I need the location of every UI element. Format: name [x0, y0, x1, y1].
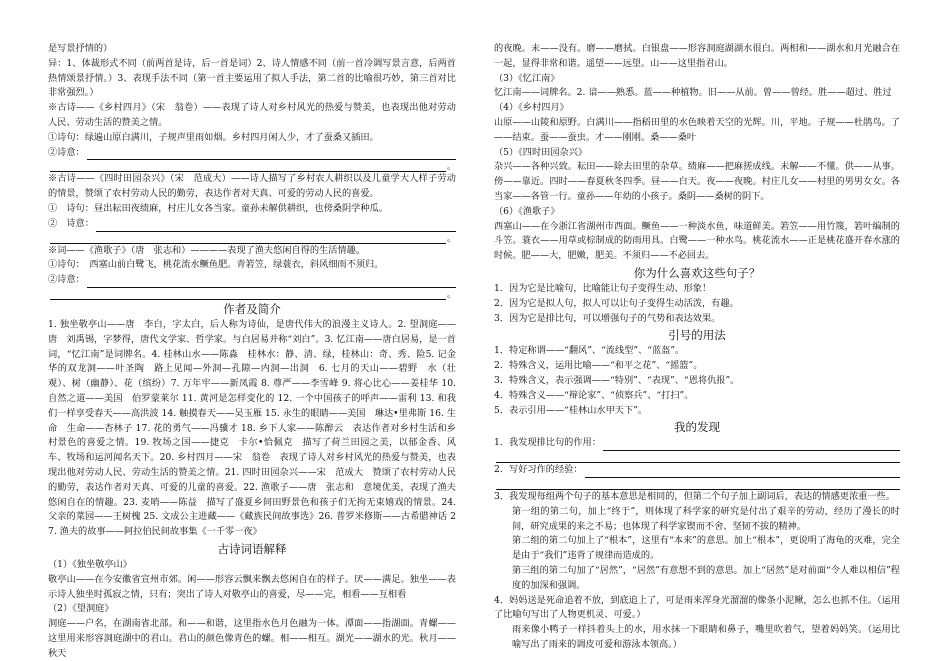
glossary-cont-8: 西塞山——在今浙江省湖州市西面。鳜鱼——一种淡水鱼，味道鲜美。箬笠——用竹篾，箬叶编制的斗笠。蓑衣——用草或棕制成的防雨用具。白鹭——一种水鸟。桃花流水——正是桃花盛开春水涨的时候。肥——大，肥嫩，肥美。不须归——不必回去。 — [494, 220, 900, 262]
mid2-line-0: ※词——《渔歌子》（唐 张志和）————表现了渔夫悠闲自得的生活情趣。 — [48, 244, 365, 256]
blank-label: 2．写好习作的经验： — [494, 464, 583, 476]
poem-meaning-blank-3[interactable] — [48, 273, 456, 288]
period-mark: 。 — [446, 162, 456, 173]
period-mark: 。 — [446, 233, 456, 244]
discovery-3: 3．我发现每组两个句子的基本意思是相同的，但第二个句子加上副词后，表达的情感更浓重一些。 — [494, 490, 895, 502]
discovery-blank-2b[interactable] — [494, 478, 900, 490]
quote-usage-3: 3．特殊含义，表示强调——“特别”、“表现”、“恩将仇报”。 — [494, 374, 740, 386]
reason-2: 2．因为它是拟人句，拟人可以让句子变得生动活泼，有趣。 — [494, 297, 739, 309]
heading-quotes: 引号的用法 — [668, 328, 726, 343]
glossary-line-3: 洞庭——户名，在湖南省北部。和——和谐，这里指水色月色融为一体。潭面——指湖面。青螺——这里用来形容洞庭湖中的君山。君山的颜色像青色的螺。相——相互。湖光——湖水的光。秋月——秋天 — [48, 618, 456, 659]
answer-line — [496, 478, 900, 490]
blank-label: ②诗意： — [48, 146, 85, 158]
poem-meaning-blank-1b[interactable] — [48, 160, 456, 172]
answer-line — [496, 451, 900, 463]
mid-line-1: ① 诗句：昼出耘田夜绩麻，村庄儿女各当家。童孙未解供耕织，也傍桑阴学种瓜。 — [48, 202, 388, 214]
poem-meaning-blank-3b[interactable] — [48, 288, 456, 300]
heading-glossary: 古诗词语解释 — [217, 541, 287, 556]
answer-line — [585, 466, 900, 478]
reason-3: 3．因为它是排比句，可以增强句子的气势和表达效果。 — [494, 312, 721, 324]
glossary-line-1: 敬亭山——在今安徽省宣州市郊。闲——形容云飘来飘去悠闲自在的样子。厌——满足。独坐——表示诗人独坐时孤寂之情，只有；突出了诗人对敬亭山的喜爱，尽——完，相看——互相看 — [48, 573, 456, 600]
glossary-line-0: （1）《独坐敬亭山》 — [48, 558, 132, 570]
blank-label: 1．我发现排比句的作用： — [494, 437, 601, 449]
discovery-3-group2: 第二组的第二句加上了“根本”，这里有“本来”的意思。加上“根本”，更说明了海龟的灭难，完全是由于“我们”违背了规律而造成的。 — [512, 535, 900, 562]
right-column — [494, 42, 900, 653]
discovery-blank-2[interactable] — [494, 463, 900, 478]
intro-line-3: ①诗句：绿遍山原白满川，子规声里雨如烟。乡村四月闲人少，才了蚕桑又插田。 — [48, 131, 379, 143]
glossary-cont-3: （4）《乡村四月》 — [494, 102, 569, 114]
mid2-line-1: ①诗句： 西塞山前白鹭飞，桃花流水鳜鱼肥。青箬笠，绿蓑衣，斜风细雨不须归。 — [48, 259, 384, 271]
blank-label: ② 诗意： — [48, 217, 94, 229]
quote-usage-5: 5．表示引用——“桂林山水甲天下”。 — [494, 404, 648, 416]
glossary-line-2: （2）《望洞庭》 — [48, 603, 114, 615]
intro-line-0: 是写景抒情的） — [48, 43, 113, 54]
glossary-cont-2: 忆江南——词牌名。2. 谙——熟悉。蓝——种植物。旧——从前。曾——曾经。胜——超过、胜过 — [494, 87, 892, 99]
discovery-blank-1b[interactable] — [494, 451, 900, 463]
poem-meaning-blank-2[interactable] — [48, 217, 456, 232]
discovery-3-group1: 第一组的第二句，加上“终于”，则体现了科学家的研究是付出了艰辛的劳动，经历了漫长的时间，研究成果的来之不易；也体现了科学家锲而不舍、坚韧不拔的精神。 — [512, 505, 900, 532]
answer-line — [87, 148, 456, 160]
heading-discovery: 我的发现 — [674, 420, 720, 435]
discovery-3-group3: 第三组的第二句加了“居然”，“居然”有意想不到的意思。加上“居然”是对前面“令人难以相信”程度的加深和强调。 — [512, 564, 900, 591]
heading-authors: 作者及简介 — [223, 301, 281, 316]
answer-line — [50, 232, 446, 244]
discovery-4-b: 雨来像小鸭子一样抖着头上的水，用水抹一下眼睛和鼻子，嘴里吹着气，望着妈妈笑。（运用比喻写出了雨来的调皮可爱和游泳本领高。） — [512, 624, 900, 650]
answer-line — [87, 276, 456, 288]
discovery-blank-1[interactable] — [494, 436, 900, 451]
blank-label: ②诗意： — [48, 274, 85, 286]
glossary-cont-0: 的夜晚。未——没有。磨——磨拭。白银盘——形容洞庭湖湖水很白。两相和——湖水和月光融合在一起，显得非常和谐。遥望——远望。山——这里指君山。 — [494, 43, 900, 69]
intro-line-2: ※古诗——《乡村四月》（宋 翁卷）——表现了诗人对乡村风光的热爱与赞美，也表现出他对劳动人民、劳动生活的赞美之情。 — [48, 102, 456, 128]
answer-line — [603, 439, 900, 451]
quote-usage-4: 4．特殊含义——“辩论家”、“侦察兵”、“打扫”。 — [494, 389, 694, 401]
poem-meaning-blank-1[interactable] — [48, 146, 456, 161]
mid-line-0: ※古诗——《四时田园杂兴》（宋 范成大）——诗人描写了乡村农人耕织以及儿童学大人样子劳动的情景，赞颂了农村劳动人民的勤劳，表达作者对天真、可爱的劳动人民的喜爱。 — [48, 173, 456, 200]
answer-line — [50, 288, 446, 300]
discovery-4: 4．妈妈送是死命追着不放，到底追上了，可是雨来浑身光溜溜的像条小泥鳅，怎么也抓不住。（运用了比喻句写出了人物更机灵、可爱。） — [494, 594, 900, 621]
glossary-cont-7: （6）《渔歌子》 — [494, 205, 560, 217]
reason-1: 1．因为它是比喻句，比喻能让句子变得生动、形象！ — [494, 282, 712, 294]
quote-usage-1: 1．特定称谓——“翻风”、“流线型”、“蓝盔”。 — [494, 345, 685, 357]
glossary-cont-5: （5）《四时田园杂兴》 — [494, 146, 588, 158]
left-column — [48, 42, 456, 661]
answer-line — [50, 160, 446, 172]
intro-line-1: 异：1、体裁形式不同（前两首是诗，后一首是词）2、诗人情感不同（前一首冷调写景言意，后两首热情颂景抒情。）3、表现手法不同（第一首主要运用了拟人手法，第二首的比喻很巧妙，第三首对比非常强烈。） — [48, 57, 456, 99]
poem-meaning-blank-2b[interactable] — [48, 232, 456, 244]
quote-usage-2: 2．特殊含义，运用比喻——“和平之花”、“摇篮”。 — [494, 360, 703, 372]
period-mark: 。 — [446, 289, 456, 300]
glossary-cont-4: 山原——山陵和原野。白满川——指稻田里的水色映着天空的光辉。川，平地。子规——杜鹃鸟。了——结束。蚕——蚕虫。才——刚刚。桑——桑叶 — [494, 116, 900, 143]
authors-text: 1. 独坐敬亭山——唐 李白，字太白，后人称为诗仙，是唐代伟大的浪漫主义诗人。2. 望洞庭——唐 刘禹锡，字梦得，唐代文学家、哲学家。与白居易并称“刘白”。3. 忆江南——唐白居易，是一首词，“忆江南”是词牌名。4. 桂林山水——陈淼 桂林水：静、清、绿，桂林山：奇、秀、险5. 记金华的双龙洞——叶圣陶 路上见闻—外洞—孔隙—内洞—出洞 6. 七月的天山——碧野 水（壮观）、树（幽静）、花（缤纷）7. 万年牢——新凤霞 8. 尊严——李雪峰 9. 将心比心——姜桂华 10. 自然之道——美国 伯罗蒙莱尔 11. 黄河是怎样变化的 12. 一个中国孩子的呼声——雷利 13. 和我们一样享受春天——高洪波 14. 触摸春天——吴玉雁 15. 永生的眼睛——美国 琳达•里弗斯 16. 生命 生命——杏林子 17. 花的勇气——冯骥才 18. 乡下人家——陈醉云 表达作者对乡村生活和乡村景色的喜爱之情。19. 牧场之国——捷克 卡尔•恰佩克 描写了荷兰田园之美，以郁金香、风车、牧场和运河闻名天下。20. 乡村四月——宋 翁卷 表现了诗人对乡村风光的热爱与赞美，也表现出他对劳动人民、劳动生活的赞美之情。21. 四时田园杂兴——宋 范成大 赞颂了农村劳动人民的勤劳，表达作者对天真、可爱的儿童的喜爱。22. 渔歌子——唐 张志和 意境优美，表现了渔夫悠闲自在的情趣。23. 麦哨——陈益 描写了盛夏乡间田野景色和孩子们无拘无束嬉戏的情景。24. 父亲的菜园——王树槐 25. 文成公主进藏——《藏族民间故事选》26. 普罗米修斯——古希腊神话 27. 渔夫的故事——阿拉伯民间故事集《一千零一夜》 — [48, 318, 456, 538]
glossary-cont-6: 杂兴——各种兴致。耘田——除去田里的杂草。绩麻——把麻搓成线。未解——不懂。供——从事。傍——靠近。四时——春夏秋冬四季。昼——白天。夜——夜晚。村庄儿女——村里的男男女女。各当家——各管一行。童孙——年幼的小孩子。桑阴——桑树的阴下。 — [494, 161, 900, 202]
answer-line — [96, 220, 456, 232]
heading-reasons: 你为什么喜欢这些句子？ — [633, 265, 761, 280]
glossary-cont-1: （3）《忆江南》 — [494, 72, 560, 84]
